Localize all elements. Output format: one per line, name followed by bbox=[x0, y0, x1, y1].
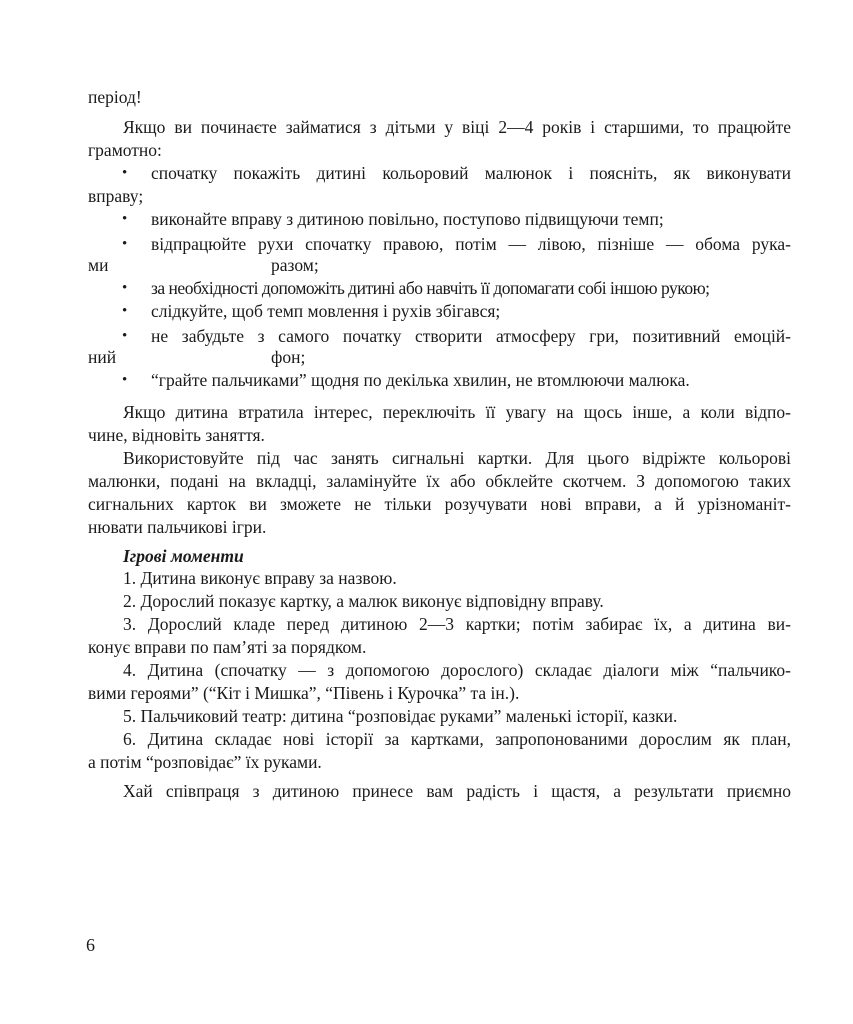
numbered-item: 3. Дорослий кладе перед дитиною 2—3 картки; потім забирає їх, а дитина ви- bbox=[123, 614, 791, 634]
list-item: за необхідності допоможіть дитині або навчіть її допомагати собі іншою рукою; bbox=[151, 278, 710, 298]
paragraph-line: Використовуйте під час занять сигнальні картки. Для цього відріжте кольорові bbox=[123, 448, 791, 468]
bullet-marker: • bbox=[122, 372, 128, 388]
list-item: спочатку покажіть дитині кольоровий малюнок і поясніть, як виконувати bbox=[151, 163, 791, 183]
list-item-continuation: ний bbox=[88, 347, 117, 367]
list-item: не забудьте з самого початку створити атмосферу гри, позитивний емоцій- bbox=[151, 326, 791, 346]
paragraph-line: малюнки, подані на вкладці, заламінуйте їх або обклейте скотчем. З допомогою таких bbox=[88, 471, 791, 491]
numbered-item-continuation: вими героями” (“Кіт і Мишка”, “Півень і Курочка” та ін.). bbox=[88, 683, 520, 703]
numbered-item: 2. Дорослий показує картку, а малюк виконує відповідну вправу. bbox=[123, 591, 604, 611]
numbered-item-continuation: а потім “розповідає” їх руками. bbox=[88, 752, 322, 772]
paragraph-line: сигнальних карток ви зможете не тільки розучувати нові вправи, а й урізноманіт- bbox=[88, 494, 791, 514]
list-item-continuation: разом; bbox=[271, 255, 319, 275]
bullet-marker: • bbox=[122, 328, 128, 344]
section-heading: Ігрові моменти bbox=[123, 546, 244, 566]
bullet-marker: • bbox=[122, 165, 128, 181]
bullet-marker: • bbox=[122, 211, 128, 227]
paragraph-line: Якщо дитина втратила інтерес, переключіть її увагу на щось інше, а коли відпо- bbox=[123, 402, 791, 422]
bullet-marker: • bbox=[122, 303, 128, 319]
paragraph-line: Якщо ви починаєте займатися з дітьми у віці 2—4 років і старшими, то працюйте bbox=[123, 117, 791, 137]
paragraph-line: чине, відновіть заняття. bbox=[88, 425, 265, 445]
numbered-item: 6. Дитина складає нові історії за картками, запропонованими дорослим як план, bbox=[123, 729, 791, 749]
numbered-item-continuation: конує вправи по пам’яті за порядком. bbox=[88, 637, 367, 657]
list-item: виконайте вправу з дитиною повільно, поступово підвищуючи темп; bbox=[151, 209, 664, 229]
list-item-continuation: ми bbox=[88, 255, 109, 275]
numbered-item: 4. Дитина (спочатку — з допомогою дорослого) складає діалоги між “пальчико- bbox=[123, 660, 791, 680]
numbered-item: 5. Пальчиковий театр: дитина “розповідає руками” маленькі історії, казки. bbox=[123, 706, 678, 726]
paragraph-line: нювати пальчикові ігри. bbox=[88, 517, 267, 537]
paragraph-line: грамотно: bbox=[88, 140, 162, 160]
list-item-continuation: фон; bbox=[271, 347, 306, 367]
numbered-item: 1. Дитина виконує вправу за назвою. bbox=[123, 568, 397, 588]
list-item: відпрацюйте рухи спочатку правою, потім — лівою, пізніше — обома рука- bbox=[151, 234, 791, 254]
bullet-marker: • bbox=[122, 236, 128, 252]
list-item: “грайте пальчиками” щодня по декілька хвилин, не втомлюючи малюка. bbox=[151, 370, 690, 390]
bullet-marker: • bbox=[122, 280, 128, 296]
list-item-continuation: вправу; bbox=[88, 186, 144, 206]
page-number: 6 bbox=[86, 935, 95, 955]
list-item: слідкуйте, щоб темп мовлення і рухів збігався; bbox=[151, 301, 501, 321]
paragraph-line: Хай співпраця з дитиною принесе вам радість і щастя, а результати приємно bbox=[123, 781, 791, 801]
text-line: період! bbox=[88, 87, 142, 107]
